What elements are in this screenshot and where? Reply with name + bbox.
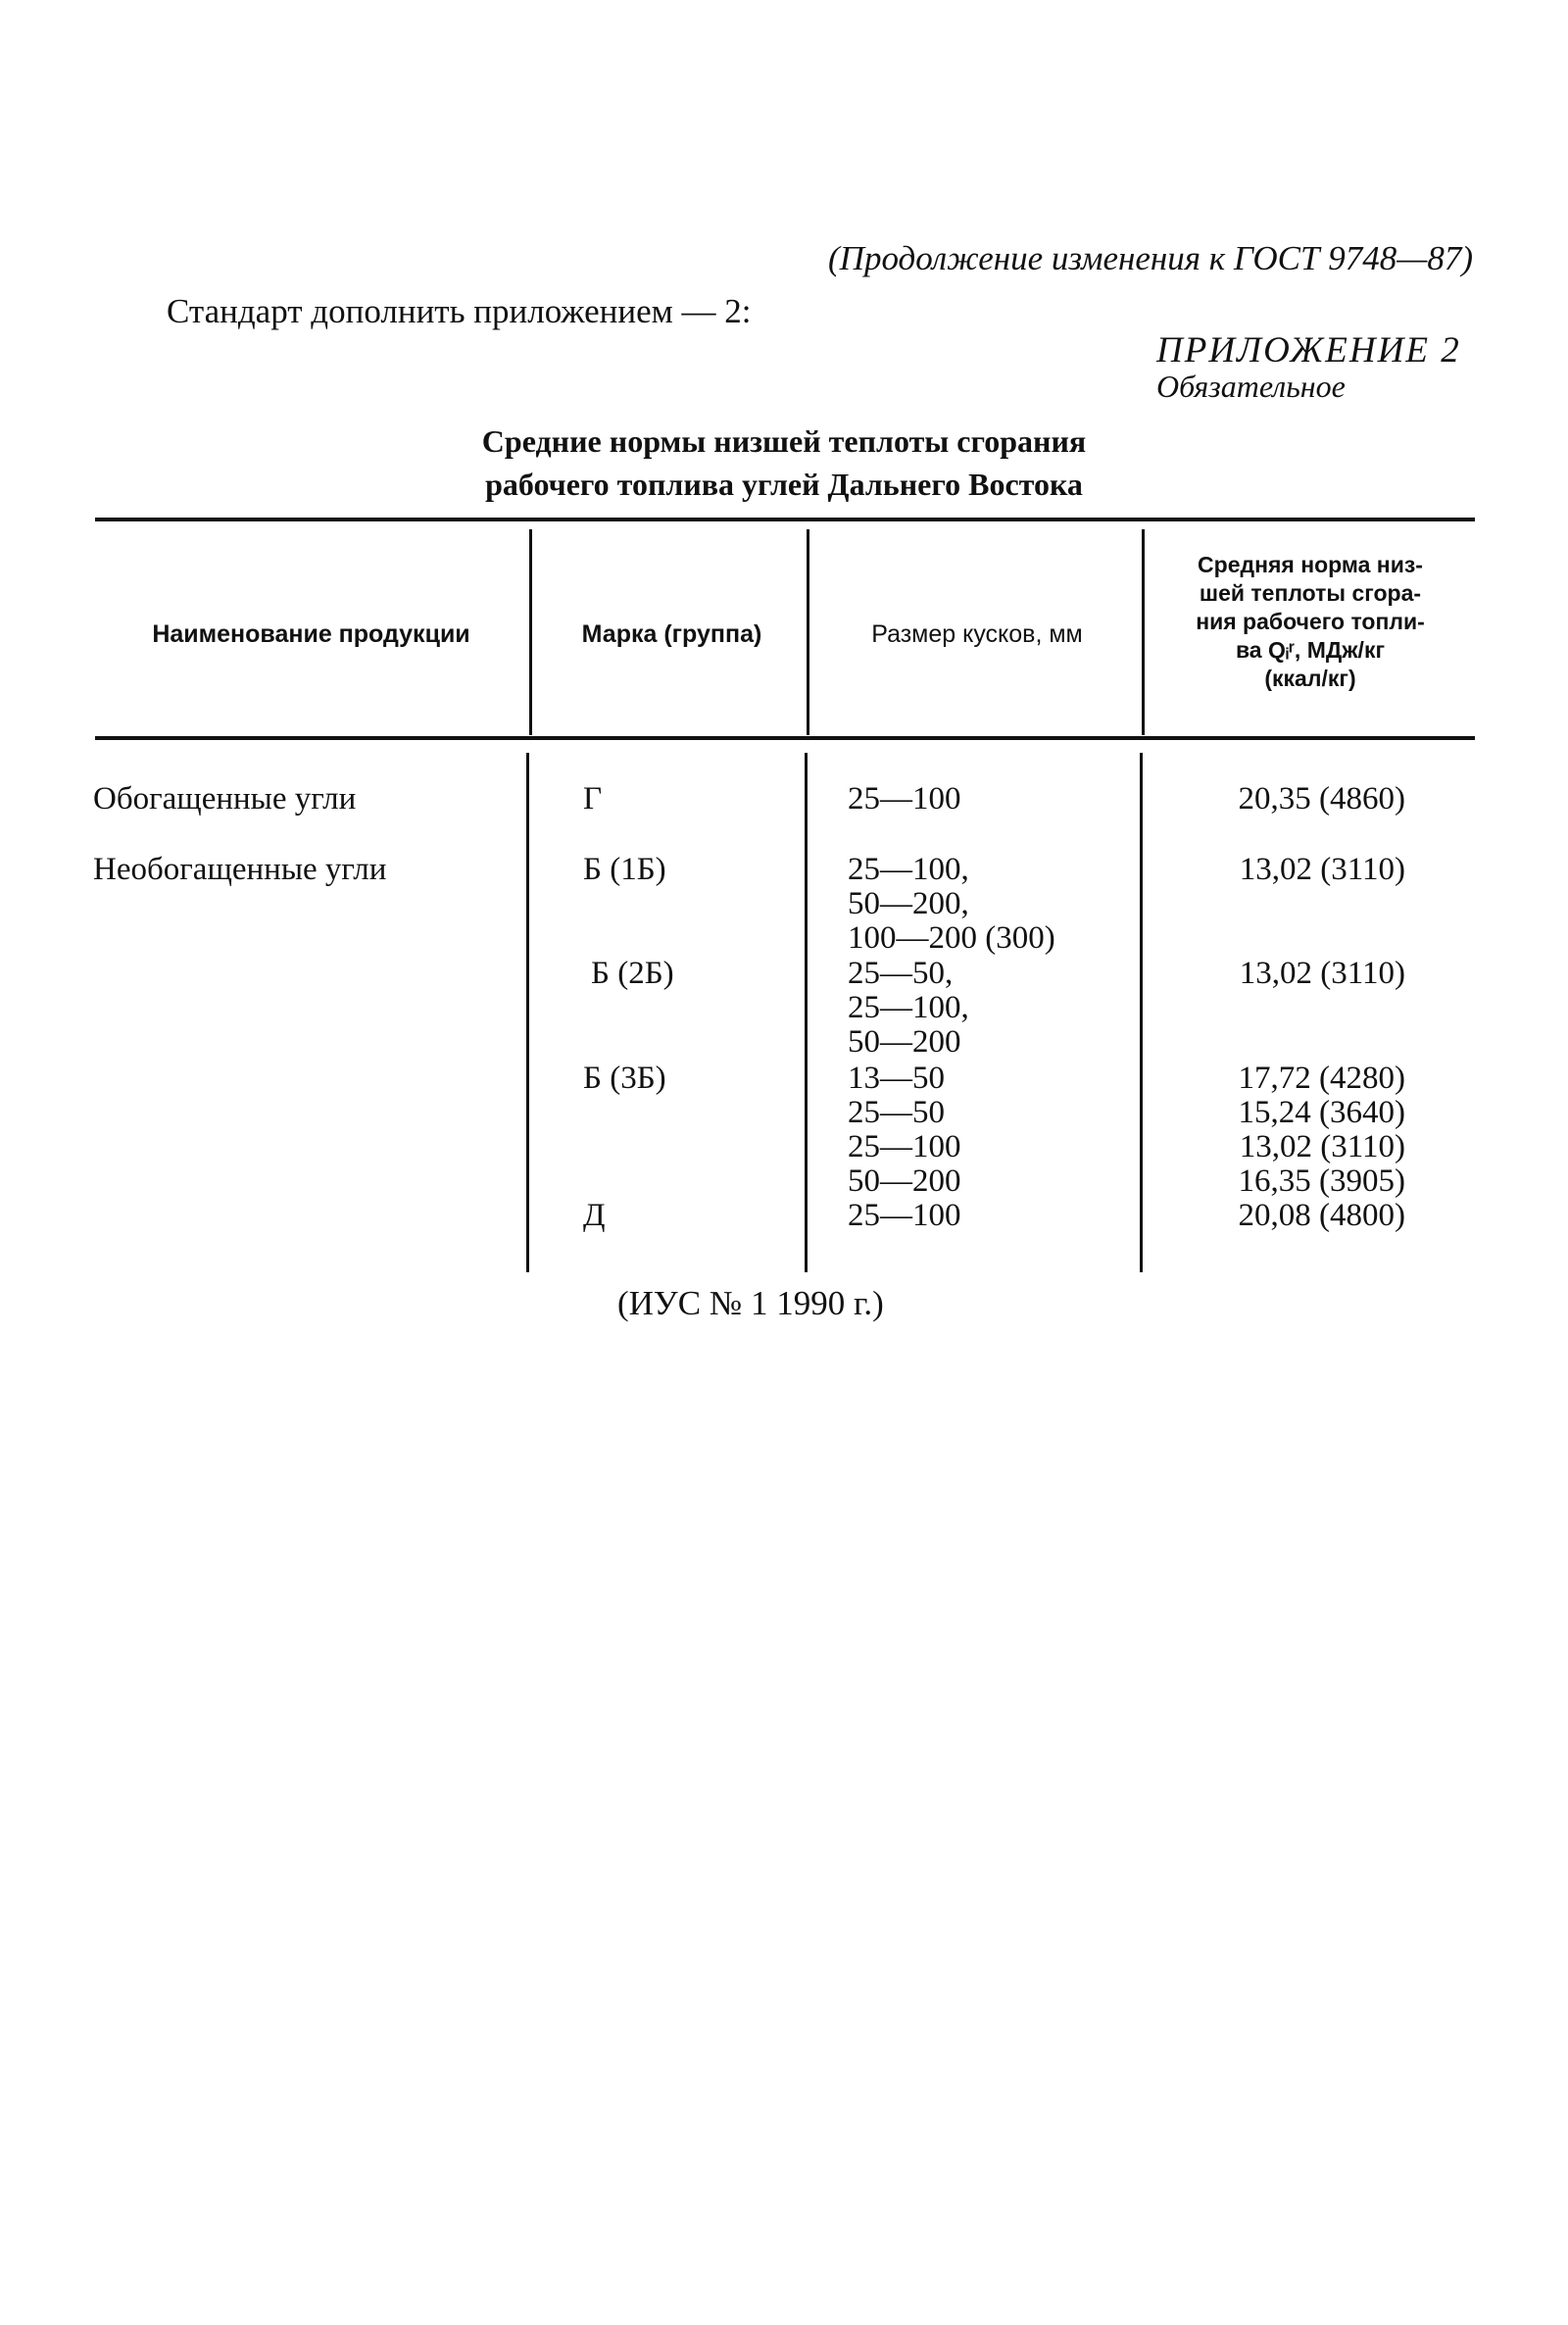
column-header-name: Наименование продукции [152,620,470,648]
table-cell-size: 25—100 [848,1129,961,1164]
table-cell-size: 25—100 [848,781,961,816]
table-cell-mark: Б (1Б) [583,852,666,887]
table-cell-size: 50—200, [848,886,969,921]
column-divider [807,529,809,735]
continuation-note: (Продолжение изменения к ГОСТ 9748—87) [828,239,1473,277]
table-cell-size: 25—100, [848,990,969,1025]
table-cell-name: Необогащенные угли [93,852,387,887]
table-cell-value: 20,08 (4800) [1238,1198,1405,1233]
table-cell-value: 15,24 (3640) [1238,1095,1405,1130]
table-top-rule [95,518,1475,521]
table-cell-size: 25—100, [848,852,969,887]
column-header-size: Размер кусков, мм [871,620,1083,648]
table-cell-size: 50—200 [848,1163,961,1199]
column-divider [526,753,529,1272]
table-header-rule [95,736,1475,740]
column-header-value-line: ва Qᵢʳ, МДж/кг [1235,637,1386,663]
table-cell-name: Обогащенные угли [93,781,357,816]
table-cell-value: 20,35 (4860) [1238,781,1405,816]
table-cell-mark: Б (2Б) [591,956,674,991]
column-divider [1140,753,1143,1272]
table-cell-size: 25—50, [848,956,954,991]
table-cell-mark: Г [583,781,603,816]
column-divider [529,529,532,735]
table-cell-value: 13,02 (3110) [1239,956,1405,991]
table-cell-size: 25—100 [848,1198,961,1233]
table-cell-value: 13,02 (3110) [1239,1129,1405,1164]
table-cell-value: 13,02 (3110) [1239,852,1405,887]
table-title-line-1: Средние нормы низшей теплоты сгорания [481,423,1087,459]
column-header-mark: Марка (группа) [581,620,762,648]
column-header-value-line: (ккал/кг) [1264,666,1356,691]
appendix-title: ПРИЛОЖЕНИЕ 2 [1156,330,1461,371]
column-header-value [1149,551,1472,693]
table-cell-value: 17,72 (4280) [1238,1061,1405,1096]
column-header-value-line: ния рабочего топли- [1196,609,1425,634]
appendix-status: Обязательное [1156,369,1346,404]
table-cell-mark: Б (3Б) [583,1061,666,1096]
table-cell-size: 13—50 [848,1061,945,1096]
source-note: (ИУС № 1 1990 г.) [617,1284,884,1322]
column-divider [805,753,808,1272]
column-header-value-line: Средняя норма низ- [1198,552,1423,577]
table-cell-size: 100—200 (300) [848,920,1055,956]
intro-text: Стандарт дополнить приложением — 2: [167,292,752,330]
table-cell-mark: Д [583,1198,606,1233]
table-title-line-2: рабочего топлива углей Дальнего Востока [485,467,1083,502]
table-cell-size: 50—200 [848,1024,961,1060]
column-header-value-line: шей теплоты сгора- [1199,580,1422,606]
table-cell-size: 25—50 [848,1095,945,1130]
table-cell-value: 16,35 (3905) [1238,1163,1405,1199]
